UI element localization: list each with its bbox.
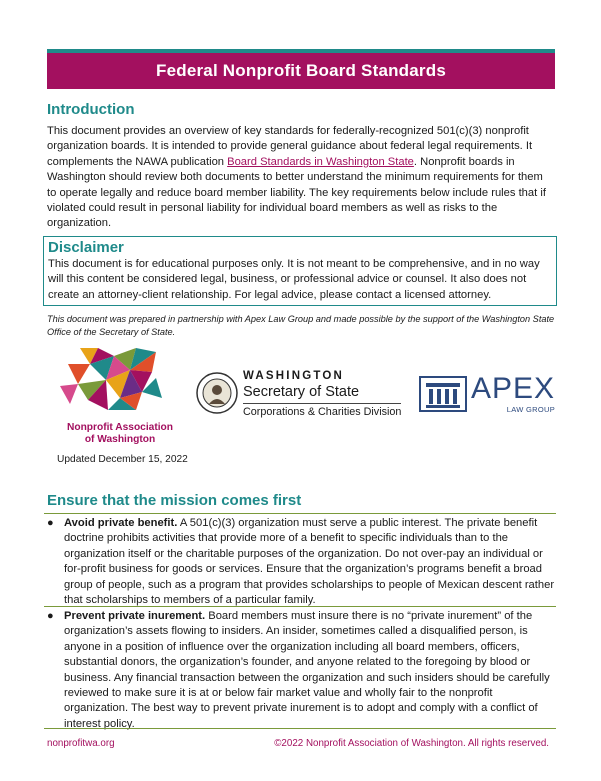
footer-copyright: ©2022 Nonprofit Association of Washington. All rights reserved. — [274, 738, 549, 749]
board-standards-link[interactable]: Board Standards in Washington State — [227, 155, 414, 168]
page-title: Federal Nonprofit Board Standards — [156, 61, 446, 80]
partnership-note: This document was prepared in partnership with Apex Law Group and made possible by the support of the Washington State Office of the Secretary of State. — [47, 314, 555, 337]
disclaimer-text: This document is for educational purposes only. It is not meant to be comprehensive, and in no way will this content be considered legal, business, or professional advice or counsel. It also does not create an attorney-client relationship. For legal advice, please contact a licensed attorney. — [48, 258, 540, 301]
nawa-name-line2: of Washington — [84, 434, 156, 445]
updated-date: Updated December 15, 2022 — [57, 454, 188, 465]
bullet-dot: ● — [47, 610, 54, 622]
apex-subtitle: LAW GROUP — [506, 405, 556, 414]
intro-text-start: This document provides an overview of key standards for federally-recognized 501(c)(3) nonprofit organization boards. It is intended to provide general guidance about federal legal requirements. It complements the NAWA publication — [47, 125, 533, 168]
section-heading: Ensure that the mission comes first — [47, 492, 302, 509]
nawa-mosaic-icon — [58, 348, 182, 414]
disclaimer-box — [43, 236, 557, 306]
section-divider — [44, 513, 556, 514]
state-seal-icon — [196, 372, 238, 419]
nawa-logo — [58, 348, 182, 446]
bullet-text — [64, 516, 556, 608]
nawa-name — [58, 422, 182, 446]
footer-divider — [44, 728, 556, 729]
sos-division: Corporations & Charities Division — [243, 406, 402, 418]
nawa-name-line1: Nonprofit Association — [66, 422, 174, 433]
intro-text-end: . Nonprofit boards in Washington should review both documents to better understand the minimum requirements for them to operate legally and reduce board member liability. The key requirements below include rules that if violated could result in personal liability for individual board members as well as risks to the organization. — [47, 155, 546, 230]
introduction-text — [47, 124, 555, 232]
footer-website-link[interactable]: nonprofitwa.org — [47, 738, 115, 749]
bullet-divider — [44, 606, 556, 607]
bullet-title: Prevent private inurement. — [64, 610, 206, 622]
title-banner — [47, 49, 555, 89]
bullet-body: A 501(c)(3) organization must serve a public interest. The private benefit doctrine prohibits activities that provide more of a benefit to specific individuals than to the organization itself or the charitable purposes of the organization. Do not over-pay an individual or for-profit business for goods or services. Ensure that the organization’s programs benefit a broad group of people, such as a program that provides scholarships to people of Mexican descent rather that scholarships to members of a particular family. — [64, 517, 555, 607]
introduction-heading: Introduction — [47, 101, 135, 118]
bullet-body: Board members must insure there is no “private inurement” of the organization’s assets flowing to insiders. An insider, sometimes called a disqualified person, is anyone in a position of influence over the organization including all board members, officers, substantial donors, the organization’s founder, and anyone related to the foregoing by blood or business. Any financial transaction between the organization and such insiders should be carefully reviewed to make sure it is at or below fair market value and wholly fair to the nonprofit organization. The best way to prevent private inurement is to adopt and comply with a conflict of interest policy. — [64, 610, 550, 730]
bullet-dot: ● — [47, 517, 54, 529]
sos-state: WASHINGTON — [243, 370, 345, 382]
sos-divider — [243, 403, 401, 404]
sos-logo — [243, 370, 401, 418]
bullet-title: Avoid private benefit. — [64, 517, 178, 529]
disclaimer-heading: Disclaimer — [48, 239, 124, 256]
apex-logo — [471, 374, 555, 414]
bullet-text — [64, 609, 556, 732]
apex-name: APEX — [471, 372, 556, 405]
apex-pillar-icon — [419, 376, 467, 417]
sos-office: Secretary of State — [243, 384, 360, 400]
